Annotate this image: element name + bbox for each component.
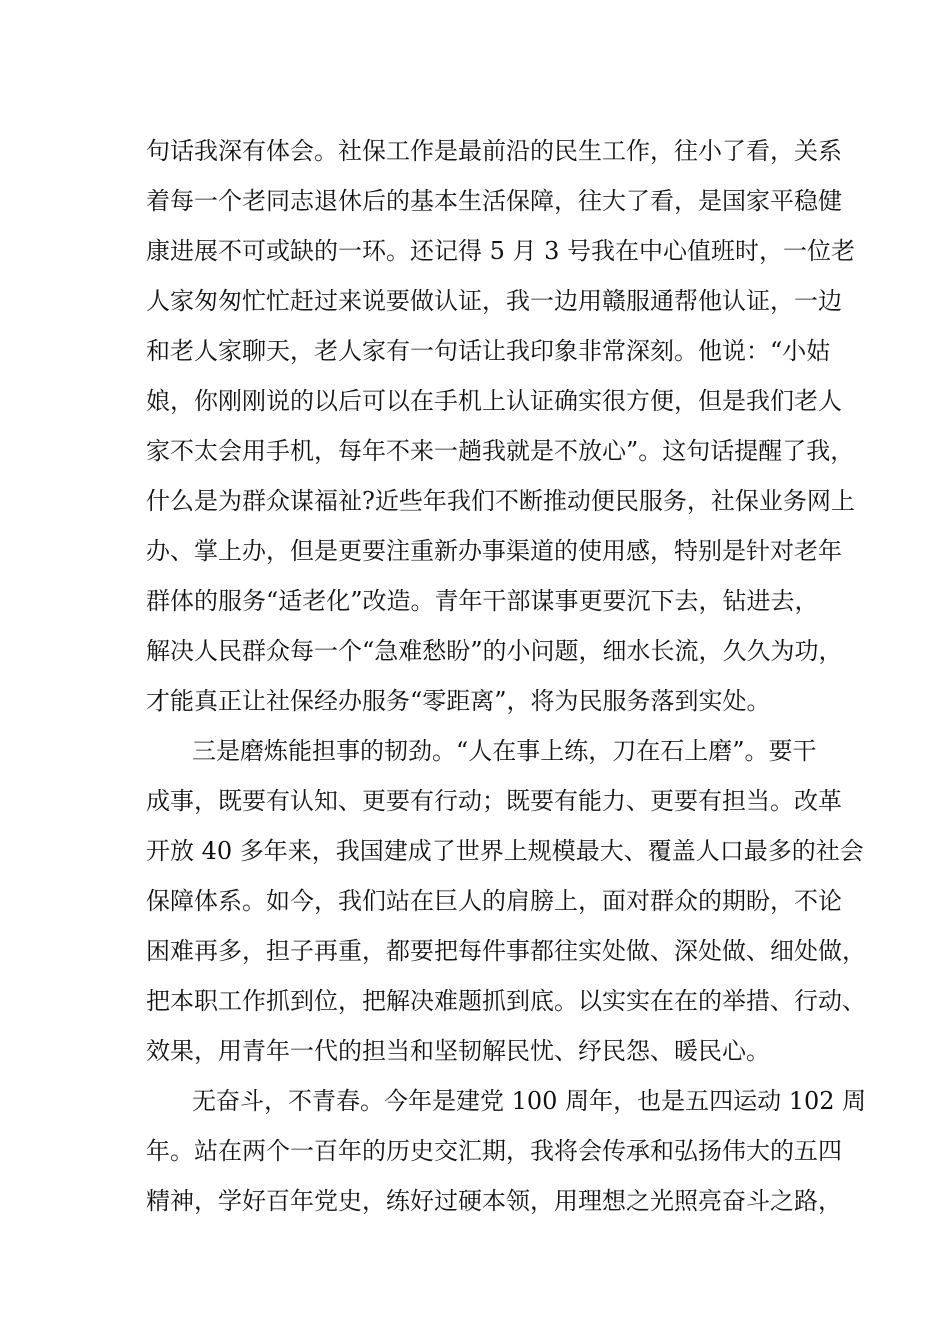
text-line: 娘，你刚刚说的以后可以在手机上认证确实很方便，但是我们老人: [146, 387, 842, 415]
text-line: 成事，既要有认知、更要有行动；既要有能力、更要有担当。改革: [146, 787, 842, 815]
text-line: 着每一个老同志退休后的基本生活保障，往大了看，是国家平稳健: [146, 187, 842, 215]
text-line: 精神，学好百年党史，练好过硬本领，用理想之光照亮奋斗之路，: [146, 1187, 842, 1215]
text-line: 康进展不可或缺的一环。还记得 5 月 3 号我在中心值班时，一位老: [146, 237, 856, 265]
text-line: 家不太会用手机，每年不来一趟我就是不放心”。这句话提醒了我，: [146, 437, 855, 465]
text-line: 保障体系。如今，我们站在巨人的肩膀上，面对群众的期盼，不论: [146, 887, 842, 915]
text-line: 句话我深有体会。社保工作是最前沿的民生工作，往小了看，关系: [146, 137, 842, 165]
text-line: 把本职工作抓到位，把解决难题抓到底。以实实在在的举措、行动、: [146, 987, 866, 1015]
text-line: 和老人家聊天，老人家有一句话让我印象非常深刻。他说：“小姑: [146, 337, 831, 365]
text-line: 办、掌上办，但是更要注重新办事渠道的使用感，特别是针对老年: [146, 537, 842, 565]
text-line: 无奋斗，不青春。今年是建党 100 周年，也是五四运动 102 周: [192, 1087, 867, 1115]
text-line: 年。站在两个一百年的历史交汇期，我将会传承和弘扬伟大的五四: [146, 1137, 842, 1165]
text-line: 三是磨炼能担事的韧劲。“人在事上练，刀在石上磨”。要干: [192, 737, 817, 765]
text-line: 开放 40 多年来，我国建成了世界上规模最大、覆盖人口最多的社会: [146, 837, 864, 865]
text-line: 才能真正让社保经办服务“零距离”，将为民服务落到实处。: [146, 687, 771, 715]
text-line: 解决人民群众每一个“急难愁盼”的小问题，细水长流，久久为功，: [146, 637, 843, 665]
text-line: 群体的服务“适老化”改造。青年干部谋事更要沉下去，钻进去，: [146, 587, 819, 615]
text-line: 效果，用青年一代的担当和坚韧解民忧、纾民怨、暖民心。: [146, 1037, 770, 1065]
text-line: 困难再多，担子再重，都要把每件事都往实处做、深处做、细处做，: [146, 937, 866, 965]
text-line: 什么是为群众谋福祉?近些年我们不断推动便民服务，社保业务网上: [146, 487, 855, 515]
text-line: 人家匆匆忙忙赶过来说要做认证，我一边用赣服通帮他认证，一边: [146, 287, 842, 315]
